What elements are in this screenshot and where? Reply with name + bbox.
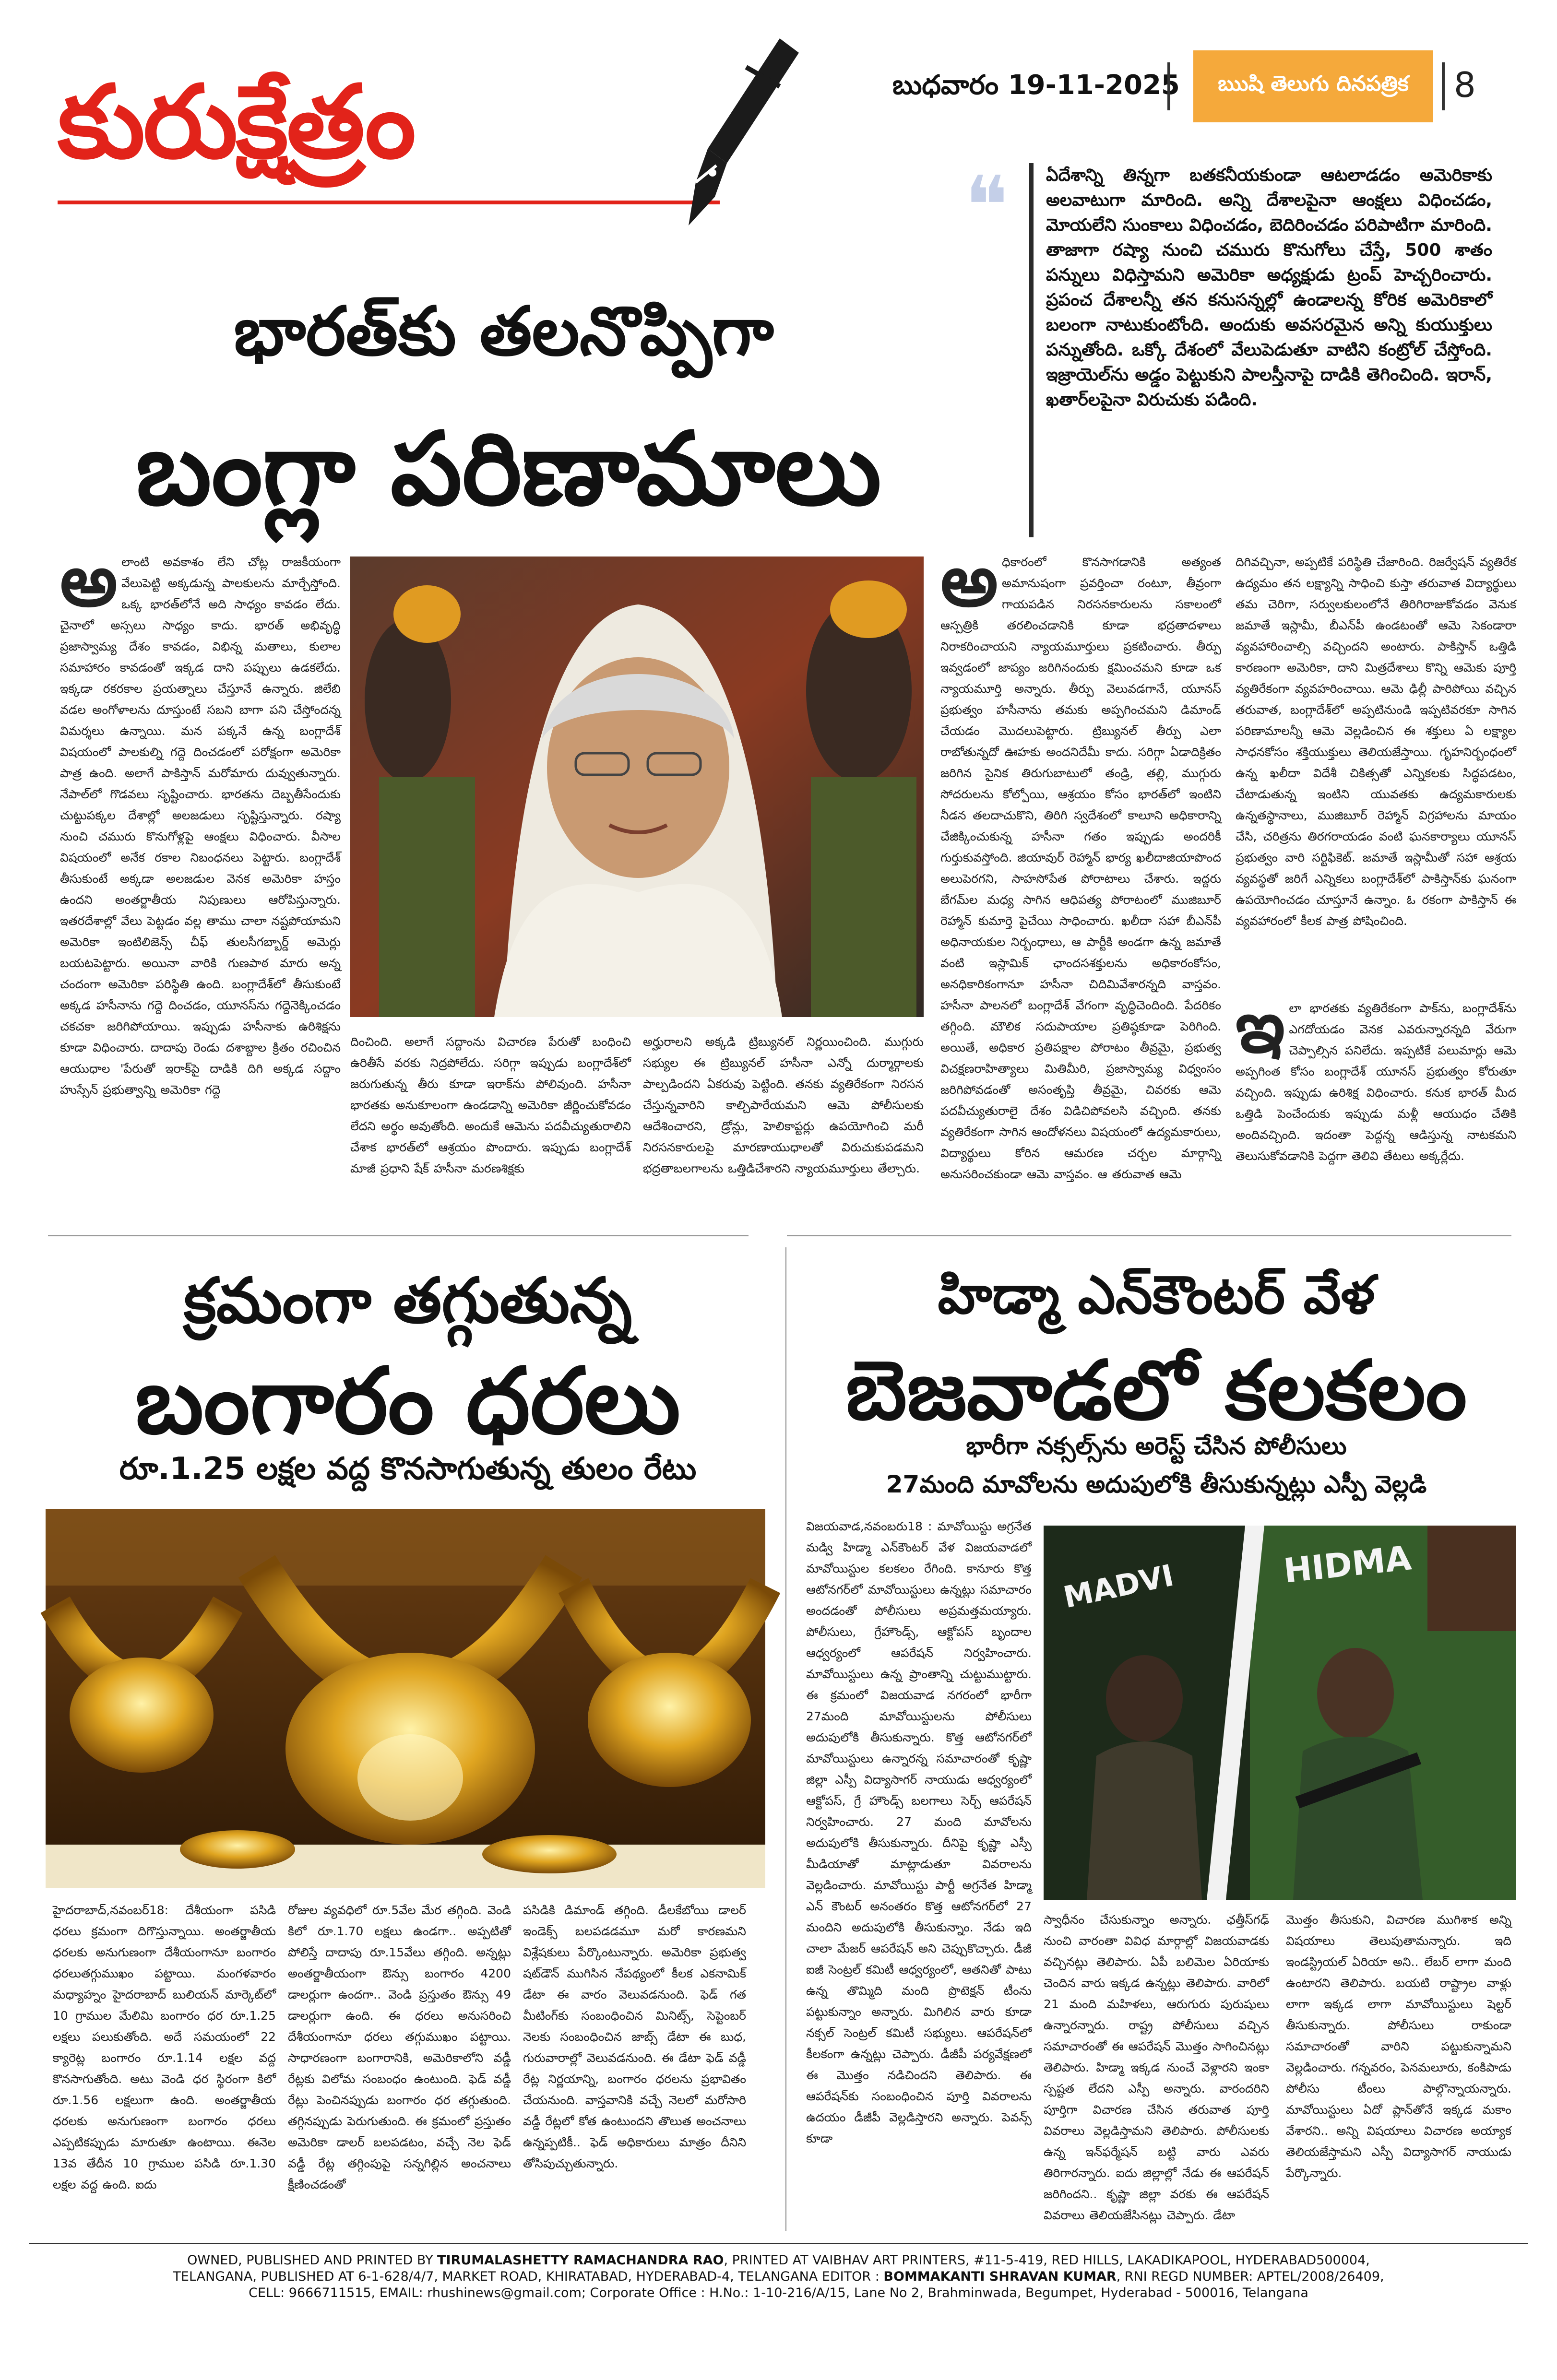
hidma-headline-line2: బెజవాడలో కలకలం — [845, 1343, 1467, 1438]
column-divider — [785, 1247, 786, 2231]
fountain-pen-nib-icon — [669, 38, 804, 230]
hidma-headline-line1: హిడ్మా ఎన్‌కౌంటర్ వేళ — [938, 1264, 1375, 1326]
drop-cap: అ — [60, 539, 118, 623]
hidma-column-1: విజయవాడ,నవంబరు18 : మావోయిస్టు అగ్రనేత మడ్వి హిడ్మా ఎన్‌కౌంటర్ వేళ విజయవాడలో మావోయిస్టుల కలకలం రేగింది. కానూరు కొత్త ఆటోనగర్‌లో మావోయిస్టులు ఉన్నట్లు సమాచారం అందడంతో పోలీసులు అప్రమత్తమయ్యారు. పోలీసులు, గ్రేహౌండ్స్, ఆక్టోపస్ బృందాల ఆధ్వర్యంలో ఆపరేషన్ నిర్వహించారు. మావోయిస్టులు ఉన్న ప్రాంతాన్ని చుట్టుముట్టారు. ఈ క్రమంలో విజయవాడ నగరంలో భారీగా 27మంది మావోయిస్టులను పోలీసులు అదుపులోకి తీసుకున్నారు. కొత్త ఆటోనగర్‌లో మావోయిస్టులు ఉన్నారన్న సమాచారంతో కృష్ణా జిల్లా ఎస్పీ విద్యాసాగర్ నాయుడు ఆధ్వర్యంలో ఆక్టోపస్, గ్రే హౌండ్స్ బలగాలు సెర్చ్ ఆపరేషన్ నిర్వహించారు. 27 మంది మావోలను అదుపులోకి తీసుకున్నారు. దీనిపై కృష్ణా ఎస్పీ మీడియాతో మాట్లాడుతూ వివరాలను వెల్లడించారు. మావోయిస్టు పార్టీ అగ్రనేత హిడ్మా ఎన్ కౌంటర్ అనంతరం కొత్త ఆటోనగర్‌లో 27 మందిని అదుపులోకి తీసుకున్నాం. నేడు ఇది చాలా మేజర్ ఆపరేషన్ అని చెప్పుకొచ్చారు. డీజీ ఐజీ సెంట్రల్ కమిటీ ఆధ్వర్యంలో, ఆతనితో పాటు ఉన్న తొమ్మిది మంది ప్రొటెక్షన్ టీంను పట్టుకున్నాం అన్నారు. మిగిలిన వారు కూడా నక్సల్ సెంట్రల్ కమిటీ సభ్యులు. ఆపరేషన్‌లో కీలకంగా ఉన్నట్లు చెప్పారు. డీజీపీ పర్యవేక్షణలో ఈ మొత్తం నడిచిందని తెలిపారు. ఈ ఆపరేషన్‌కు సంబంధించిన పూర్తి వివరాలను ఉదయం డీజీపీ వెల్లడిస్తారని అన్నారు. పెవన్స్ కూడా — [806, 1519, 1032, 2145]
imprint-line-3: CELL: 9666711515, EMAIL: rhushinews@gmail.com; Corporate Office : H.No.: 1-10-216/A/15, Lane No 2, Brahminwada, Begumpet, Hyderabad - 500016, Telangana — [249, 2285, 1308, 2300]
hidma-column-3: మొత్తం తీసుకుని, విచారణ ముగిశాక అన్ని విషయాలు తెలుపుతామన్నారు. ఇది ఇండస్ట్రియల్ ఏరియా అని.. లేబర్ లాగా మంది ఉంటారని తెలిపారు. బయటి రాష్ట్రాల వాళ్లు లాగా ఇక్కడ లాగా మావోయిస్టులు షెల్టర్ తీసుకున్నారు. పోలీసులు రాకుండా సమాచారంతో వారిని పట్టుకున్నామని వెల్లడించారు. గన్నవరం, పెనమలూరు, కంకిపాడు పోలీసు టీంలు పాల్గొన్నాయన్నారు. మావోయిస్టులు ఏదో ప్లాన్‌తోనే ఇక్కడ మకాం వేశారని.. అన్ని విషయాలు విచారణ అయ్యాక తెలియజేస్తామని ఎస్పీ విద్యాసాగర్ నాయుడు పేర్కొన్నారు. — [1286, 1913, 1511, 2180]
imprint-line-1: OWNED, PUBLISHED AND PRINTED BY TIRUMALASHETTY RAMACHANDRA RAO, PRINTED AT VAIBHAV ART PRINTERS, #11-5-419, RED HILLS, LAKADIKAPOOL, HYDERABAD500004, — [187, 2253, 1370, 2268]
drop-cap: అ — [940, 539, 998, 623]
logo-underline — [58, 201, 720, 204]
double-quote-icon: ❝ — [964, 159, 1009, 254]
gold-jewellery-photo — [46, 1509, 765, 1888]
gold-subheadline: రూ.1.25 లక్షల వద్ద కొనసాగుతున్న తులం రేటు — [119, 1451, 697, 1487]
footer-rule — [29, 2243, 1528, 2244]
hidma-column-2: స్వాధీనం చేసుకున్నాం అన్నారు. ఛత్తీస్‌గఢ్ నుంచి వారంతా వివిధ మార్గాల్లో విజయవాడకు వచ్చినట్లు తెలిపారు. ఏపీ బలిమెల ఏరియాకు చెందిన వారు ఇక్కడ ఉన్నట్లు తెలిపారు. వారిలో 21 మంది మహిళలు, ఆరుగురు పురుషులు ఉన్నారన్నారు. రాష్ట్ర పోలీసులు వచ్చిన సమాచారంతో ఈ ఆపరేషన్ మొత్తం సాగించినట్లు తెలిపారు. హిడ్మా ఇక్కడ నుంచే వెళ్లారని ఇంకా స్పష్టత లేదని ఎస్పీ అన్నారు. వారందరిని పూర్తిగా విచారణ చేసిన తరువాత పూర్తి వివరాలు వెల్లడిస్తామని తెలిపారు. పోలీసులకు ఉన్న ఇన్‌ఫర్మేషన్ బట్టి వారు ఎవరు తిరిగారన్నారు. ఐదు జిల్లాల్లో నేడు ఈ ఆపరేషన్ జరిగిందని.. కృష్ణా జిల్లా వరకు ఈ ఆపరేషన్ వివరాలు తెలియజేసినట్లు చెప్పారు. డేటా — [1044, 1913, 1269, 2222]
lead-headline-line2: బంగ్లా పరిణామాలు — [136, 410, 881, 528]
page-number: 8 — [1454, 65, 1476, 105]
header-separator — [1442, 62, 1445, 110]
hidma-subheadline-2: 27మంది మావోలను అదుపులోకి తీసుకున్నట్లు ఎస్పీ వెల్లడి — [886, 1470, 1427, 1498]
gold-headline-line1: క్రమంగా తగ్గుతున్న — [183, 1264, 632, 1337]
imprint-footer — [29, 2252, 1528, 2301]
section-divider — [787, 1235, 1511, 1236]
imprint-line-2: TELANGANA, PUBLISHED AT 6-1-628/4/7, MARKET ROAD, KHIRATABAD, HYDERABAD-4, TELANGANA EDITOR : BOMMAKANTI SHRAVAN KUMAR, RNI REGD NUMBER: APTEL/2008/26409, — [173, 2269, 1384, 2284]
lead-col4-text: ధికారంలో కొనసాగడానికి అత్యంత అమానుషంగా ప్రవర్తించా రంటూ, తీవ్రంగా గాయపడిన నిరసనకారులను సకాలంలో ఆస్పత్రికి తరలించడానికి కూడా భద్రతాదళాలు నిరాకరించాయని న్యాయమూర్తులు ప్రకటించారు. తీర్పు ఇవ్వడంలో జాప్యం జరిగినందుకు క్షమించమని కూడా ఒక న్యాయమూర్తి అన్నారు. తీర్పు వెలువడగానే, యూనస్ ప్రభుత్వం హసీనాను తమకు అప్పగించమని డిమాండ్ చేయడం మొదలుపెట్టారు. ట్రిబ్యునల్ తీర్పు ఎలా రాబోతున్నదో ఊహకు అందనిదేమీ కాదు. సరిగ్గా ఏడాదిక్రితం జరిగిన సైనిక తిరుగుబాటులో తండ్రి, తల్లి, ముగ్గురు సోదరులను కోల్పోయి, ఆశ్రయం కోసం భారత్‌లో ఇంటిని నీడన తలదాచుకొని, తిరిగి స్వదేశంలో కాలూని అధికారాన్ని చేజిక్కించుకున్న హసీనా గతం ఇప్పుడు అందరికీ గుర్తుకువస్తోంది. జియావుర్ రెహ్మాన్ భార్య ఖలీదాజియాపొంద అలుపెరగని, సాహసోపేత పోరాటాలు చేశారు. ఇద్దరు బేగమ్‌ల మధ్య సాగిన ఆధిపత్య పోరాటంలో ముజిబూర్ రెహ్మాన్ కుమార్తె పైచేయి సాధించారు. ఖలీదా సహా బీఎన్‌పీ అధినాయకుల నిర్బంధాలు, ఆ పార్టీకి అండగా ఉన్న జమాతే వంటి ఇస్లామిక్ ఛాందసశక్తులను అధికారంకోసం, అనధికారికంగానూ హసీనా చిదిమివేశారన్నది వాస్తవం. హసీనా పాలనలో బంగ్లాదేశ్ వేగంగా వృద్ధిచెందింది. పేదరికం తగ్గింది. మౌలిక సదుపాయాల ప్రతిష్ఠకూడా పెరిగింది. అయితే, అధికార ప్రతిపక్షాల పోరాటం తీవ్రమై, ప్రభుత్వ విచక్షణరాహిత్యాలు మితిమీరి, ప్రజాస్వామ్య విధ్వంసం జరిగిపోవడంతో అసంతృప్తి తీవ్రమై, చివరకు ఆమె పదవీచ్యుతురాలై దేశం విడిచిపోవలసి వచ్చింది. తనకు వ్యతిరేకంగా సాగిన ఆందోళనలు విషయంలో ఉద్యమకారులు, విద్యార్థులు కోరిన ఆమరణ చర్చల మార్గాన్ని అనుసరించకుండా ఆమె వాస్తవం. ఆ తరువాత ఆమె — [940, 555, 1221, 1181]
lead-column-4 — [940, 539, 1221, 1209]
lead-column-5: దిగివచ్చినా, అప్పటికే పరిస్థితి చేజారింది. రిజర్వేషన్ వ్యతిరేక ఉద్యమం తన లక్ష్యాన్ని సాధించి కుస్తా తరువాత విద్యార్థులు తమ చెరిగా, సర్వులకులంలోనే తిరిగిరాజుకోవడం వెనుక జమాతే ఇస్లామీ, బీఎన్‌పీ ఉండటంతో ఆమె సెకండారా వ్యవహారించాల్సి వచ్చిందని అంటారు. పాకిస్తాన్ ఒత్తిడి కారణంగా అమెరికా, దాని మిత్రదేశాలు కొన్ని ఆమెకు పూర్తి వ్యతిరేకంగా వ్యవహరించాయి. ఆమె ఢిల్లీ పారిపోయి వచ్చిన తరువాత, బంగ్లాదేశ్‌లో అప్పటినుండి ఇప్పటివరకూ సాగిన పరిణామాలన్నీ ఆమె వెల్లడించిన ఈ శక్తులు ఏ లక్ష్యాల సాధనకోసం శక్తియుక్తులు తెలియజేస్తాయి. గృహనిర్బంధంలో ఉన్న ఖలీదా విదేశీ చికిత్సతో ఎన్నికలకు సిద్ధపడటం, చేటాడుతున్న ఇంటిని యువతకు ఉద్యమకారులకు ఉన్నతస్థానాలు, ముజిబూర్ రెహ్మాన్ విగ్రహాలను మాయం చేసి, చరిత్రను తిరగరాయడం వంటి ఘనకార్యాలు యూనస్ ప్రభుత్వం వారి సర్టిఫికెట్. జమాతే ఇస్లామీతో సహా ఆశ్రయ వ్యవస్థతో జరిగే ఎన్నికలు బంగ్లాదేశ్‌లో పాకిస్తాన్‌కు ఘనంగా ఉపయోగించడం చూస్తూనే ఉన్నాం. ఓ రకంగా పాకిస్తాన్ ఈ వ్యవహారంలో కీలక పాత్ర పోషించింది. — [1236, 555, 1516, 928]
gold-column-2: రోజుల వ్యవధిలో రూ.5వేల మేర తగ్గింది. వెండి కిలో రూ.1.70 లక్షలు ఉండగా.. అప్పటితో పోలిస్తే దాదాపు రూ.15వేలు తగ్గింది. అన్నట్లు అంతర్జాతీయంగా ఔన్సు బంగారం 4200 డాలర్లుగా ఉందగా.. వెండి ప్రస్తుతం ఔన్సు 49 డాలర్లుగా ఉంది. ఈ ధరలు అనుసరించి దేశీయంగానూ ధరలు తగ్గుముఖం పట్టాయి. సాధారణంగా బంగారానికి, అమెరికాలోని వడ్డీ రేట్లకు విలోమ సంబంధం ఉంటుంది. ఫెడ్ వడ్డీ రేట్లు పెంచినప్పుడు బంగారం ధర తగ్గుతుంది. తగ్గినప్పుడు పెరుగుతుంది. ఈ క్రమంలో ప్రస్తుతం అమెరికా డాలర్ బలపడటం, వచ్చే నెల ఫెడ్ వడ్డీ రేట్ల తగ్గింపుపై సన్నగిల్లిన అంచనాలు క్షీణించడంతో — [288, 1903, 511, 2191]
gold-column-3: పసిడికి డిమాండ్ తగ్గింది. డీలకేబోయి డాలర్ ఇండెక్స్ బలపడడమూ మరో కారణమని విశ్లేషకులు పేర్కొంటున్నారు. అమెరికా ప్రభుత్వ షట్‌డౌన్ ముగిసిన నేపథ్యంలో కీలక ఎకనామిక్ డేటా ఈ వారం వెలువడనుంది. ఫెడ్ గత మీటింగ్‌కు సంబంధించిన మినిట్స్, సెప్టెంబర్ నెలకు సంబంధించిన జాబ్స్ డేటా ఈ బుధ, గురువారాల్లో వెలువడనుంది. ఈ డేటా ఫెడ్ వడ్డీ రేట్ల నిర్ణయాన్ని, బంగారం ధరలను ప్రభావితం చేయనుంది. వాస్తవానికి వచ్చే నెలలో మరోసారి వడ్డీ రేట్లలో కోత ఉంటుందని తొలుత అంచనాలు ఉన్నప్పటికీ.. ఫెడ్ అధికారులు మాత్రం దీనిని తోసిపుచ్చుతున్నారు. — [523, 1903, 746, 2170]
lead-col5b-text: లా భారతకు వ్యతిరేకంగా పాక్‌ను, బంగ్లాదేశ్‌ను ఎగదోయడం వెనక ఎవరున్నారన్నది వేరుగా చెప్పాల్సిన పనిలేదు. ఇప్పటికే పలుమార్లు ఆమె అప్పగింత కోసం బంగ్లాదేశ్ యూనస్ ప్రభుత్వం కోరుతూ వచ్చింది. ఇప్పుడు ఉరిశిక్ష విధించారు. కనుక భారత్ మీద ఒత్తిడి పెంచేందుకు ఇప్పుడు మళ్లీ ఆయుధం చేతికి అందివచ్చింది. ఇదంతా పెద్దన్న ఆడిస్తున్న నాటకమని తెలుసుకోవడానికి పెద్దగా తెలివి తేటలు అక్కర్లేదు. — [1236, 1001, 1516, 1163]
sheikh-hasina-photo — [350, 557, 924, 1017]
lead-column-2: దించింది. అలాగే సద్దాంను విచారణ పేరుతో బంధించి ఉరితీసే వరకు నిద్రపోలేదు. సరిగ్గా ఇప్పుడు బంగ్లాదేశ్‌లో జరుగుతున్న తీరు కూడా ఇరాక్‌ను పోలివుంది. హసీనా భారతకు అనుకూలంగా ఉండడాన్ని అమెరికా జీర్ణించుకోవడం లేదని అర్థం అవుతోంది. అందుకే ఆమెను పదవీచ్యుతురాలిని చేశాక భారత్‌లో ఆశ్రయం పొందారు. ఇప్పుడు బంగ్లాదేశ్ మాజీ ప్రధాని షేక్ హసీనా మరణశిక్షకు — [350, 1035, 631, 1175]
photo-label-madvi: MADVI — [1060, 1557, 1177, 1615]
gold-headline-line2: బంగారం ధరలు — [135, 1348, 681, 1454]
lead-column-5b — [1236, 985, 1516, 1209]
issue-date: బుధవారం 19-11-2025 — [892, 70, 1180, 101]
paper-name-badge: ఋషి తెలుగు దినపత్రిక — [1193, 50, 1433, 122]
drop-cap: ఇ — [1236, 985, 1285, 1069]
photo-label-hidma: HIDMA — [1282, 1538, 1414, 1591]
header-separator — [1167, 62, 1170, 110]
hidma-subheadline-1: భారీగా నక్సల్స్‌ను అరెస్ట్ చేసిన పోలీసులు — [966, 1432, 1347, 1460]
section-divider — [48, 1235, 749, 1236]
lead-col1-text: లాంటి అవకాశం లేని చోట్ల రాజకీయంగా వేలుపెట్టి అక్కడున్న పాలకులను మార్చేస్తోంది. ఒక్క భారత్‌లోనే అది సాధ్యం కావడం లేదు. చైనాలో అస్సలు సాధ్యం కాదు. భారత్ అభివృద్ధి ప్రజాస్వామ్య దేశం కావడం, విభిన్న మతాలు, కులాల సమాహారం కావడంతో ఇక్కడ దాని పప్పులు ఉడకలేదు. ఇక్కడా రకరకాల ప్రయత్నాలు చేస్తూనే ఉన్నారు. జిలేబి వడల అంగోళాలను దూస్తుంటే సబని బాగా పని చేస్తోందన్న విమర్శలు ఉన్నాయి. మన పక్కనే ఉన్న బంగ్లాదేశ్ విషయంలో పాలకుల్ని గద్దె దించడంలో పరోక్షంగా అమెరికా పాత్ర ఉంది. అలాగే పాకిస్తాన్ మరోమారు దువ్వుతున్నారు. నేపాల్‌లో గొడవలు సృష్టించారు. భారతను దెబ్బతీసేందుకు చుట్టుపక్కల దేశాల్లో అలజడులు సృష్టిస్తున్నారు. రష్యా నుంచి చమురు కొనుగోళ్లపై ఆంక్షలు విధించారు. వీసాల విషయంలో అనేక రకాల నిబంధనలు పెట్టారు. బంగ్లాదేశ్‌ తీసుకుంటే అక్కడా అలజడుల వెనక అమెరికా హస్తం ఉందని అంతర్జాతీయ నిపుణులు ఆరోపిస్తున్నారు. ఇతరదేశాల్లో వేలు పెట్టడం వల్ల తాము చాలా నష్టపోయామని అమెరికా ఇంటిలిజెన్స్ చీఫ్ తులసీగబ్బార్డ్ అమెర్లు బయటపెట్టారు. అయినా వారికి గుణపాఠ మారు అన్న చందంగా అమెరికా పరిస్థితి ఉంది. బంగ్లాదేశ్‌లో తీసుకుంటే అక్కడ హసీనాను గద్దె దించడం, యూనస్‌ను గద్దెనెక్కించడం చకచకా జరిగిపోయాయి. ఇప్పుడు హసీనాకు ఉరిశిక్షను కూడా విధించారు. దాదాపు రెండు దశాబ్దాల క్రితం రచించిన ఆయుధాల 'పేరుతో ఇరాక్‌పై దాడికి దిగి అక్కడ సద్దాం హుస్సేన్ ప్రభుత్వాన్ని అమెరికా గద్దె — [60, 555, 341, 1097]
gold-column-1: హైదరాబాద్,నవంబర్18: దేశీయంగా పసిడి ధరలు క్రమంగా దిగొస్తున్నాయి. అంతర్జాతీయ ధరలకు అనుగుణంగా దేశీయంగానూ బంగారం ధరలుతగ్గుముఖం పట్టాయి. మంగళవారం మధ్యాహ్నం హైదరాబాద్ బులియన్ మార్కెట్‌లో 10 గ్రాముల మేలిమి బంగారం ధర రూ.1.25 లక్షలు పలుకుతోంది. అదే సమయంలో 22 క్యారెట్ల బంగారం రూ.1.14 లక్షల వద్ద కొనసాగుతోంది. అటు వెండి ధర స్థిరంగా కిలో రూ.1.56 లక్షలుగా ఉంది. అంతర్జాతీయ ధరలకు అనుగుణంగా బంగారం ధరలు ఎప్పటికప్పుడు మారుతూ ఉంటాయి. ఈనెల 13వ తేదీన 10 గ్రాముల పసిడి రూ.1.30 లక్షల వద్ద ఉంది. ఐదు — [53, 1903, 276, 2191]
masthead-logo: కురుక్షేత్రం — [58, 63, 414, 181]
pull-quote: ఏదేశాన్ని తిన్నగా బతకనీయకుండా ఆటలాడడం అమెరికాకు అలవాటుగా మారింది. అన్ని దేశాలపైనా ఆంక్షలు విధించడం, మోయలేని సుంకాలు విధించడం, బెదిరించడం పరిపాటిగా మారింది. తాజాగా రష్యా నుంచి చమురు కొనుగోలు చేస్తే, 500 శాతం పన్నులు విధిస్తామని అమెరికా అధ్యక్షుడు ట్రంప్ హెచ్చరించారు. ప్రపంచ దేశాలన్నీ తన కనుసన్నల్లో ఉండాలన్న కోరిక అమెరికాలో బలంగా నాటుకుంటోంది. అందుకు అవసరమైన అన్ని కుయుక్తులు పన్నుతోంది. ఒక్కో దేశంలో వేలుపెడుతూ వాటిని కంట్రోల్ చేస్తోంది. ఇజ్రాయెల్‌ను అడ్డం పెట్టుకుని పాలస్తీనాపై దాడికి తెగించింది. ఇరాన్, ఖతార్‌లపైనా విరుచుకు పడింది. — [1046, 166, 1492, 410]
lead-headline-line1: భారత్‌కు తలనొప్పిగా — [234, 293, 774, 371]
lead-column-3: అర్హురాలని అక్కడి ట్రిబ్యునల్ నిర్ణయించింది. ముగ్గురు సభ్యుల ఈ ట్రిబ్యునల్ హసీనా ఎన్నో దుర్మార్గాలకు పాల్పడిందని ఏకరువు పెట్టింది. తనకు వ్యతిరేకంగా నిరసన చేస్తున్నవారిని కాల్చిపారేయమని ఆమె పోలీసులకు ఆదేశించారని, డ్రోన్లు, హెలికాప్టర్లు ఉపయోగించి మరీ నిరసనకారులపై మారణాయుధాలతో విరుచుకుపడమని భద్రతాబలగాలను ఒత్తిడిచేశారని న్యాయమూర్తులు తేల్చారు. — [643, 1035, 924, 1175]
madvi-hidma-photo — [1044, 1526, 1516, 1900]
quote-bar — [1029, 163, 1034, 537]
lead-column-1 — [60, 539, 341, 1209]
